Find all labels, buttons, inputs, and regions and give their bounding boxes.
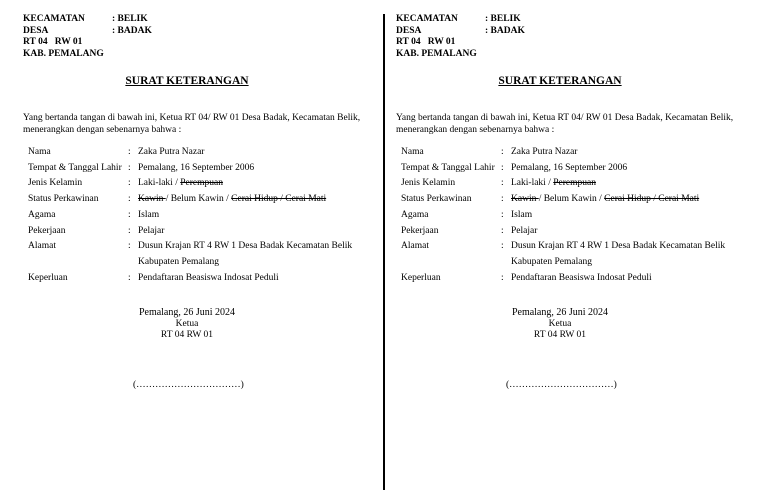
field-label: Pekerjaan: [28, 225, 66, 236]
signature-blank: (……………………………): [506, 380, 617, 390]
signature-unit: RT 04 RW 01: [160, 330, 214, 340]
signature-role: Ketua: [175, 318, 199, 329]
letter-copy-left: [23, 0, 395, 503]
option-belum-kawin: / Belum Kawin /: [538, 194, 605, 205]
header-key: DESA: [396, 25, 422, 36]
intro-line: menerangkan dengan sebenarnya bahwa :: [396, 125, 555, 135]
field-agama: [28, 208, 358, 224]
header-key: KAB. PEMALANG: [23, 48, 104, 59]
letter-header: [396, 14, 525, 60]
field-colon: :: [501, 209, 504, 220]
letter-fields: [401, 145, 731, 286]
letter-title: SURAT KETERANGAN: [498, 75, 622, 87]
field-colon: :: [128, 272, 131, 283]
field-value: Pelajar: [138, 225, 165, 236]
field-value: Islam: [511, 209, 533, 220]
field-label: Status Perkawinan: [28, 194, 99, 205]
letter-intro: [396, 112, 736, 136]
field-label: Alamat: [28, 241, 56, 252]
option-cerai-struck: Cerai Hidup / Cerai Mati: [231, 194, 327, 205]
field-value: [138, 176, 358, 192]
signature-role: Ketua: [548, 318, 572, 329]
header-key: KAB. PEMALANG: [396, 48, 477, 59]
field-value: [511, 192, 731, 208]
header-value: : BADAK: [112, 25, 152, 36]
option-female-struck: Perempuan: [180, 178, 223, 189]
field-colon: :: [501, 241, 504, 252]
option-male: Laki-laki /: [138, 178, 181, 189]
field-nama: [28, 145, 358, 161]
field-value: [511, 176, 731, 192]
signature-unit: RT 04 RW 01: [533, 330, 587, 340]
page-divider: [383, 14, 385, 490]
field-jk: [401, 176, 731, 192]
field-jk: [28, 176, 358, 192]
address-line: Kabupaten Pemalang: [138, 256, 219, 267]
field-ttl: [28, 161, 358, 177]
field-nama: [401, 145, 731, 161]
field-colon: :: [501, 147, 504, 157]
field-pekerjaan: [28, 224, 358, 240]
address-line: Dusun Krajan RT 4 RW 1 Desa Badak Kecamatan Belik: [511, 241, 726, 252]
field-label: Tempat & Tanggal Lahir: [28, 162, 122, 173]
header-value: : BELIK: [485, 14, 521, 24]
field-colon: :: [128, 241, 131, 252]
field-status: [401, 192, 731, 208]
field-keperluan: [401, 271, 731, 287]
field-value: Zaka Putra Nazar: [511, 147, 578, 157]
field-label: Jenis Kelamin: [401, 178, 456, 189]
signature-date: Pemalang, 26 Juni 2024: [511, 307, 609, 318]
letter-copy-right: [396, 0, 768, 503]
field-colon: :: [128, 147, 131, 157]
field-colon: :: [501, 272, 504, 283]
signature-block: [118, 307, 256, 342]
field-colon: :: [128, 162, 131, 173]
field-label: Keperluan: [28, 272, 68, 283]
option-kawin-struck: Kawin: [138, 194, 166, 205]
intro-line: menerangkan dengan sebenarnya bahwa :: [23, 125, 182, 135]
field-colon: :: [501, 225, 504, 236]
header-key: KECAMATAN: [396, 14, 458, 24]
header-key: RT 04 RW 01: [23, 37, 83, 47]
field-label: Tempat & Tanggal Lahir: [401, 162, 495, 173]
field-value: Zaka Putra Nazar: [138, 147, 205, 157]
field-value: [138, 192, 358, 208]
field-value: Pelajar: [511, 225, 538, 236]
signature-date: Pemalang, 26 Juni 2024: [138, 307, 236, 318]
field-label: Alamat: [401, 241, 429, 252]
signature-block: [491, 307, 629, 342]
field-colon: :: [128, 225, 131, 236]
field-value: Pemalang, 16 September 2006: [138, 162, 255, 173]
signature-blank: (……………………………): [133, 380, 244, 390]
field-value: [138, 239, 358, 270]
option-belum-kawin: / Belum Kawin /: [165, 194, 232, 205]
field-colon: :: [128, 209, 131, 220]
field-status: [28, 192, 358, 208]
field-label: Pekerjaan: [401, 225, 439, 236]
field-label: Agama: [28, 209, 56, 220]
field-colon: :: [128, 178, 131, 189]
option-kawin-struck: Kawin: [511, 194, 539, 205]
address-line: Dusun Krajan RT 4 RW 1 Desa Badak Kecamatan Belik: [138, 241, 353, 252]
field-agama: [401, 208, 731, 224]
field-value: Pendaftaran Beasiswa Indosat Peduli: [138, 272, 279, 283]
letter-fields: [28, 145, 358, 286]
field-colon: :: [501, 178, 504, 189]
address-line: Kabupaten Pemalang: [511, 256, 592, 267]
option-male: Laki-laki /: [511, 178, 554, 189]
field-label: Agama: [401, 209, 429, 220]
field-ttl: [401, 161, 731, 177]
field-alamat: [401, 239, 731, 270]
field-label: Status Perkawinan: [401, 194, 472, 205]
field-value: Islam: [138, 209, 160, 220]
field-pekerjaan: [401, 224, 731, 240]
header-key: KECAMATAN: [23, 14, 85, 24]
field-colon: :: [501, 162, 504, 173]
field-label: Jenis Kelamin: [28, 178, 83, 189]
header-key: RT 04 RW 01: [396, 37, 456, 47]
header-key: DESA: [23, 25, 49, 36]
letter-intro: [23, 112, 363, 136]
option-cerai-struck: Cerai Hidup / Cerai Mati: [604, 194, 700, 205]
field-colon: :: [501, 194, 504, 205]
letter-header: [23, 14, 152, 60]
field-colon: :: [128, 194, 131, 205]
option-female-struck: Perempuan: [553, 178, 596, 189]
field-label: Nama: [401, 147, 424, 157]
field-alamat: [28, 239, 358, 270]
field-keperluan: [28, 271, 358, 287]
field-label: Keperluan: [401, 272, 441, 283]
field-label: Nama: [28, 147, 51, 157]
field-value: Pemalang, 16 September 2006: [511, 162, 628, 173]
intro-line: Yang bertanda tangan di bawah ini, Ketua RT 04/ RW 01 Desa Badak, Kecamatan Belik,: [396, 113, 734, 123]
field-value: Pendaftaran Beasiswa Indosat Peduli: [511, 272, 652, 283]
field-value: [511, 239, 731, 270]
letter-title: SURAT KETERANGAN: [125, 75, 249, 87]
intro-line: Yang bertanda tangan di bawah ini, Ketua RT 04/ RW 01 Desa Badak, Kecamatan Belik,: [23, 113, 361, 123]
header-value: : BADAK: [485, 25, 525, 36]
header-value: : BELIK: [112, 14, 148, 24]
